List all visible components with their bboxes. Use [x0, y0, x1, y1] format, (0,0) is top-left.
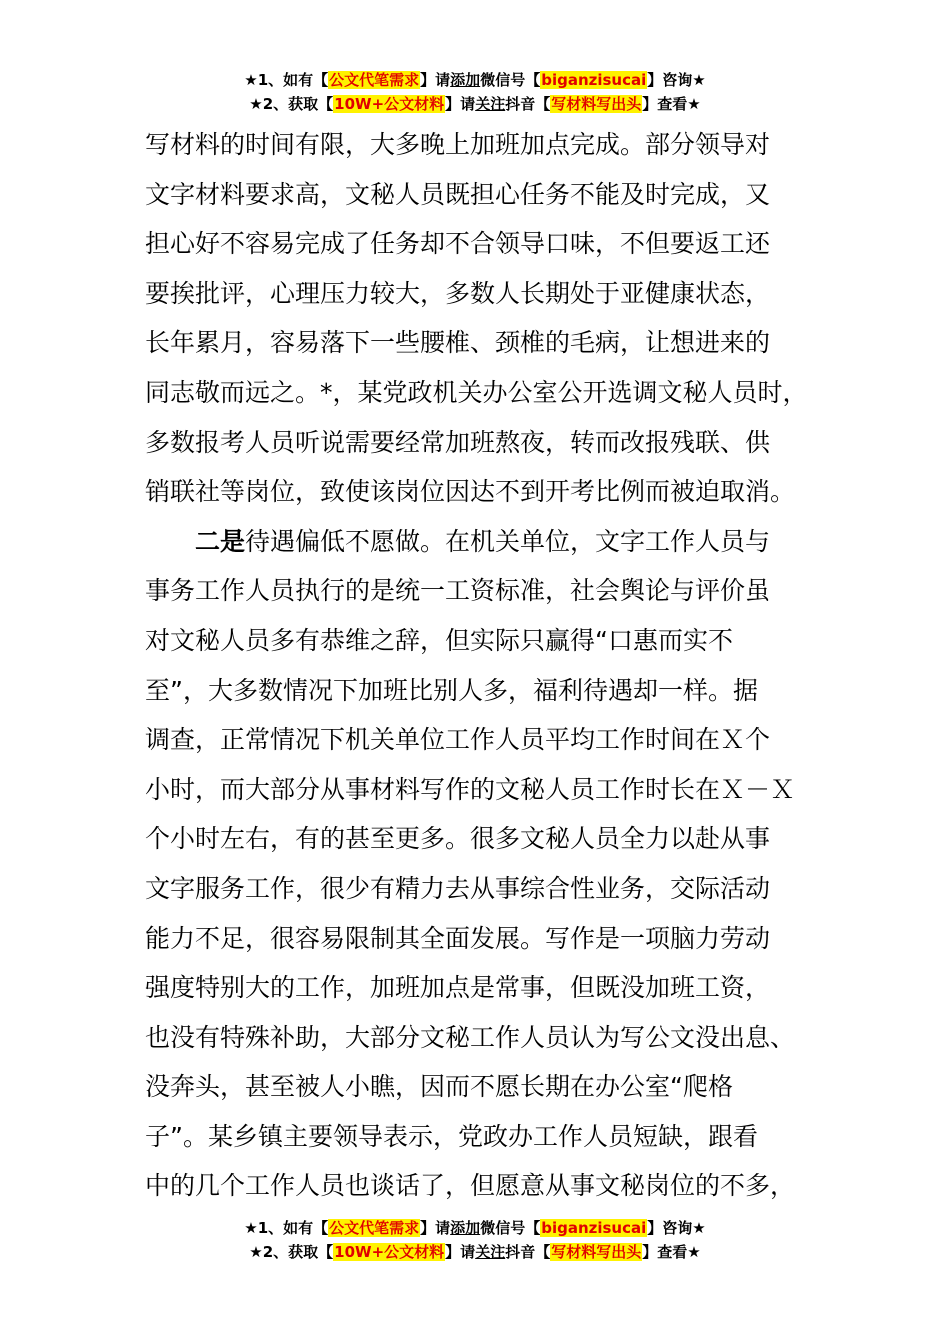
text-line: 文字服务工作，很少有精力去从事综合性业务，交际活动 — [145, 873, 771, 903]
text-line: 小时，而大部分从事材料写作的文秘人员工作时长在Ｘ－Ｘ — [145, 774, 796, 804]
highlight-douyin-account: 写材料写出头 — [551, 1243, 642, 1261]
header-banner — [0, 68, 950, 116]
text-line: 没奔头，甚至被人小瞧，因而不愿长期在办公室“爬格 — [145, 1072, 733, 1102]
banner-line-materials: ★2、获取【10W+公文材料】请关注抖音【写材料写出头】查看★ — [249, 95, 701, 113]
text-line: 对文秘人员多有恭维之辞，但实际只赢得“口惠而实不 — [145, 625, 733, 655]
star-icon: ★ — [692, 71, 706, 89]
text-line: 子”。某乡镇主要领导表示，党政办工作人员短缺，跟看 — [145, 1121, 758, 1151]
paragraph-2 — [145, 517, 835, 1211]
highlight-douyin-account: 写材料写出头 — [551, 95, 642, 113]
highlight-ghostwriting: 公文代笔需求 — [329, 1219, 420, 1237]
text-line: 多数报考人员听说需要经常加班熬夜，转而改报残联、供 — [145, 427, 771, 457]
paragraph-1 — [145, 120, 835, 517]
text-line: 至”，大多数情况下加班比别人多，福利待遇却一样。据 — [145, 675, 758, 705]
text-line: 同志敬而远之。*，某党政机关办公室公开选调文秘人员时， — [145, 377, 808, 407]
highlight-wechat-id: biganzisucai — [541, 1219, 647, 1237]
text-line: 调查，正常情况下机关单位工作人员平均工作时间在Ｘ个 — [145, 725, 771, 755]
banner-line-materials: ★2、获取【10W+公文材料】请关注抖音【写材料写出头】查看★ — [249, 1243, 701, 1261]
footer-banner — [0, 1216, 950, 1264]
highlight-wechat-id: biganzisucai — [541, 71, 647, 89]
text-line: 中的几个工作人员也谈话了，但愿意从事文秘岗位的不多， — [145, 1171, 796, 1201]
text-line: 强度特别大的工作，加班加点是常事，但既没加班工资， — [145, 973, 771, 1003]
highlight-materials: 10W+公文材料 — [334, 1243, 445, 1261]
highlight-materials: 10W+公文材料 — [334, 95, 445, 113]
text-line: 个小时左右，有的甚至更多。很多文秘人员全力以赴从事 — [145, 824, 771, 854]
text-line: 也没有特殊补助，大部分文秘工作人员认为写公文没出息、 — [145, 1022, 796, 1052]
text-line: 写材料的时间有限，大多晚上加班加点完成。部分领导对 — [145, 130, 771, 159]
document-body — [145, 120, 835, 1211]
text-line: 长年累月，容易落下一些腰椎、颈椎的毛病，让想进来的 — [145, 328, 771, 358]
highlight-ghostwriting: 公文代笔需求 — [329, 71, 420, 89]
text-line: 能力不足，很容易限制其全面发展。写作是一项脑力劳动 — [145, 923, 771, 953]
star-icon: ★ — [249, 95, 263, 113]
banner-line-consulting: ★1、如有【公文代笔需求】请添加微信号【biganzisucai】咨询★ — [244, 71, 706, 89]
star-icon: ★ — [244, 1219, 258, 1237]
text-line: 担心好不容易完成了任务却不合领导口味，不但要返工还 — [145, 229, 771, 259]
point-label: 二是 — [195, 526, 246, 556]
text-line: 文字材料要求高，文秘人员既担心任务不能及时完成，又 — [145, 179, 771, 209]
star-icon: ★ — [687, 1243, 701, 1261]
star-icon: ★ — [692, 1219, 706, 1237]
star-icon: ★ — [249, 1243, 263, 1261]
text-line: 二是待遇偏低不愿做。在机关单位，文字工作人员与 — [195, 526, 771, 556]
text-line: 销联社等岗位，致使该岗位因达不到开考比例而被迫取消。 — [145, 477, 796, 507]
banner-line-consulting: ★1、如有【公文代笔需求】请添加微信号【biganzisucai】咨询★ — [244, 1219, 706, 1237]
star-icon: ★ — [687, 95, 701, 113]
text-line: 事务工作人员执行的是统一工资标准，社会舆论与评价虽 — [145, 576, 771, 606]
star-icon: ★ — [244, 71, 258, 89]
text-line: 要挨批评，心理压力较大，多数人长期处于亚健康状态， — [145, 278, 771, 308]
